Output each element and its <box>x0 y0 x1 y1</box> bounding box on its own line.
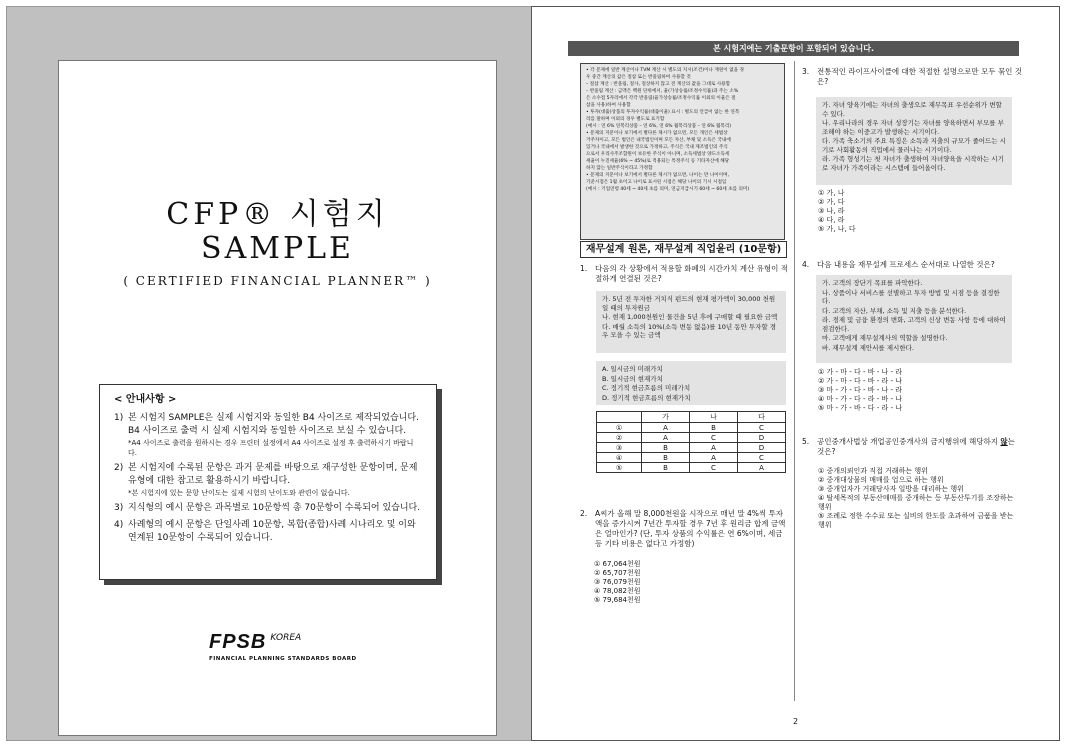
exam-page <box>531 6 1060 741</box>
table-cell: C <box>689 463 737 473</box>
statement-item: 나. 우리나라의 경우 자녀 성장기는 자녀를 양육하면서 부모를 부조해야 하는 이중고가 발생하는 시기이다. <box>822 119 1004 136</box>
answer-options <box>818 189 856 234</box>
table-row <box>597 463 786 473</box>
table-cell: C <box>689 433 737 443</box>
question-3 <box>802 67 1024 87</box>
table-cell: A <box>689 443 737 453</box>
question-2 <box>580 509 790 549</box>
question-number: 4. <box>802 260 810 269</box>
notice-item-note: *본 시험지에 있는 문항 난이도는 실제 시험의 난이도와 관련이 없습니다. <box>128 489 350 497</box>
table-cell: ① <box>597 423 642 433</box>
table-cell: C <box>737 453 785 463</box>
section-title: 재무설계 원론, 재무설계 직업윤리 (10문항) <box>580 241 787 258</box>
instructions-box <box>580 63 785 240</box>
instruction-line: 으로서 우리사주조합원이 보유한 주식이 아니며, 소득세법상 양도소득세 <box>586 152 730 157</box>
question-text: 공인중개사법상 개업공인중개사의 금지행위에 해당하지 <box>817 437 1001 446</box>
answer-option: ③ 나, 라 <box>818 207 845 215</box>
table-row <box>597 423 786 433</box>
answer-option: ③ 76,079천원 <box>594 578 641 586</box>
answer-option: ④ 탈세목적의 부동산매매를 중개하는 등 부동산투기를 조장하는 행위 <box>818 494 1014 511</box>
situation-item: 가. 5년 전 투자한 거치식 펀드의 현재 평가액이 30,000 천원일 때의 투자원금 <box>602 295 776 312</box>
logo-korea: KOREA <box>270 633 302 643</box>
type-item: A. 일시금의 미래가치 <box>602 365 663 373</box>
table-row <box>597 443 786 453</box>
instruction-line: • 투자(대출)상품의 투자수익률(대출이율) 표시 : 별도의 언급이 없는 한 연복 <box>586 110 740 115</box>
question-emphasis: 않 <box>1000 437 1008 446</box>
question-number: 3. <box>802 67 810 76</box>
table-cell: B <box>642 463 690 473</box>
question-text: A씨가 올해 말 8,000천원을 시작으로 매년 말 4%씩 투자액을 증가시켜 7년간 투자할 경우 7년 후 원리금 합계 금액은 얼마인가? (단, 투자 상품의 수익률은 연 6%이며, 세금 등 기타 비용은 없다고 가정함) <box>595 509 786 548</box>
answer-options <box>594 560 641 605</box>
column-divider <box>794 61 795 701</box>
instruction-line: (예시 : 기업연령 40세 ~ 40세 초를 의미, 연금지급시기 60세 ~ 60세 초를 의미) <box>586 187 750 192</box>
notice-item <box>114 462 422 498</box>
notice-item-number: 1) <box>114 413 124 423</box>
process-item: 나. 상품이나 서비스를 선별하고 투자 방법 및 시점 등을 결정한다. <box>822 288 1000 305</box>
situation-box <box>596 291 786 353</box>
question-1 <box>580 264 790 284</box>
table-cell: B <box>642 443 690 453</box>
instruction-line: 거주자이고, 모든 법인은 내국법인이며 모든 자산, 부채 및 소득은 국내에 <box>586 138 731 143</box>
answer-option: ② 가, 다 <box>818 198 845 206</box>
table-cell: ⑤ <box>597 463 642 473</box>
question-5 <box>802 437 1024 457</box>
answer-option: ④ 다, 라 <box>818 216 845 224</box>
question-number: 2. <box>580 509 588 518</box>
question-4 <box>802 260 1024 270</box>
answer-option: ② 65,707천원 <box>594 569 641 577</box>
question-text: 다음의 각 상황에서 적용할 화폐의 시간가치 계산 유형이 적절하게 연결된 것은? <box>595 264 788 283</box>
statement-box <box>816 97 1012 185</box>
table-cell: B <box>642 453 690 463</box>
answer-option: ⑤ 79,684천원 <box>594 596 641 604</box>
type-box <box>596 361 786 405</box>
table-cell: D <box>737 443 785 453</box>
situation-item: 다. 매월 소득의 10%(소득 변동 없음)를 10년 동안 투자할 경우 모을 수 있는 금액 <box>602 322 777 339</box>
logo-text: FPSB <box>209 631 267 653</box>
table-cell: A <box>689 453 737 463</box>
notice-item-number: 4) <box>114 520 124 530</box>
answer-option: ③ 중개업자가 거래당사자 일방을 대리하는 행위 <box>818 485 964 493</box>
table-cell: A <box>642 423 690 433</box>
notice-item <box>114 412 422 458</box>
question-text: 전통적인 라이프사이클에 대한 적절한 설명으로만 모두 묶인 것은? <box>817 67 1023 86</box>
logo-subtitle: FINANCIAL PLANNING STANDARDS BOARD <box>209 656 357 662</box>
instruction-line: (예시 : 연 6% 연복리상품 – 연 6%, 연 6% 월복리상품 – 연 6% 월복리) <box>586 124 732 129</box>
table-cell: B <box>689 423 737 433</box>
answer-option: ② 가 - 마 - 다 - 바 - 라 - 나 <box>818 377 902 385</box>
page-number: 2 <box>792 717 799 726</box>
question-number: 1. <box>580 264 588 273</box>
instruction-line: 하지 않는 일반주식이라고 가정함 <box>586 166 653 171</box>
cover-subtitle: ( CERTIFIED FINANCIAL PLANNER™ ) <box>123 274 432 288</box>
answer-option: ① 가, 나 <box>818 189 845 197</box>
table-row <box>597 453 786 463</box>
table-header-cell <box>597 412 642 423</box>
instruction-line: – 절삽 계산 : 반올림, 절사, 절상하지 않고 전 계산의 값을 그대로 사용함 <box>586 82 731 87</box>
answer-option: ① 중개의뢰인과 직접 거래하는 행위 <box>818 467 928 475</box>
notice-item <box>114 519 422 545</box>
instruction-line: 리를 말하며 이외의 경우 별도로 표기함 <box>586 117 665 122</box>
process-item: 가. 고객의 장단기 목표를 파악한다. <box>822 279 923 287</box>
answer-options <box>818 467 1018 530</box>
answer-option: ② 중개대상물의 매매를 업으로 하는 행위 <box>818 476 944 484</box>
table-header-cell: 가 <box>642 412 690 423</box>
table-cell: A <box>642 433 690 443</box>
answer-option: ③ 마 - 가 - 다 - 바 - 나 - 라 <box>818 386 902 394</box>
answer-option: ① 67,064천원 <box>594 560 641 568</box>
table-cell: ③ <box>597 443 642 453</box>
fpsb-logo <box>209 631 357 662</box>
process-item: 마. 고객에게 재무설계사의 역할을 설명한다. <box>822 334 948 342</box>
table-cell: D <box>737 433 785 443</box>
cover-title-sample: SAMPLE <box>201 231 354 266</box>
cover-title: CFP® 시험지 <box>166 197 389 232</box>
notice-box <box>99 384 437 580</box>
notice-item-text: 사례형의 예시 문항은 단일사례 10문항, 복합(종합)사례 시나리오 및 이와 연계된 10문항이 수록되어 있습니다. <box>128 520 416 543</box>
left-page-pane <box>6 6 533 741</box>
table-cell: C <box>737 423 785 433</box>
type-item: B. 일시금의 현재가치 <box>602 374 663 383</box>
process-item: 바. 재무설계 제안서를 제시한다. <box>822 343 914 352</box>
notice-item <box>114 502 422 515</box>
answer-options <box>818 368 902 413</box>
instruction-line: 기준시점은 1월 초이고 나이로 표시된 시점은 해당 나이의 기시 시점임 <box>586 180 727 185</box>
notice-item-note: *A4 사이즈로 출력을 원하시는 경우 프린터 설정에서 A4 사이즈로 설정 후 출력하시기 바랍니다. <box>128 439 414 457</box>
notice-item-text: 본 시험지 SAMPLE은 실제 시험지와 동일한 B4 사이즈로 제작되었습니다. B4 사이즈로 출력 시 실제 시험지와 동일한 사이즈로 보실 수 있습니다. <box>128 413 419 436</box>
notice-item-number: 3) <box>114 503 124 513</box>
table-cell: ② <box>597 433 642 443</box>
table-header-cell: 다 <box>737 412 785 423</box>
process-item: 다. 고객의 자산, 부채, 소득 및 지출 등을 분석한다. <box>822 306 967 315</box>
notice-item-text: 본 시험지에 수록된 문항은 과거 문제를 바탕으로 재구성한 문항이며, 문제 유형에 대한 참고로 활용하시기 바랍니다. <box>128 463 418 486</box>
instruction-line: 은 소수점 5자리에서 각각 반올림(율가상승률/조정수익률 이외의 이율은 절 <box>586 96 736 101</box>
statement-item: 라. 가족 형성기는 첫 자녀가 출생하여 자녀양육을 시작하는 시기로 자녀가 가족이라는 시스템에 들어올이다. <box>822 155 1004 172</box>
answer-option: ① 가 - 마 - 다 - 바 - 나 - 라 <box>818 368 902 376</box>
instruction-line: • 각 문제에 일반 계산이나 TVM 계산 시 별도의 지시(조건)이나 재원이 없을 경 <box>586 68 744 73</box>
instruction-line: 삽을 사용)하여 사용함 <box>586 103 631 108</box>
instruction-line: – 반올림 계산 : 금액은 백원 단위에서, 율(가상승률/조정수익률)과 주는 소% <box>586 89 739 94</box>
instruction-line: 우 중간 계산의 값은 절삽 또는 반올림하여 사용할 것 <box>586 75 691 80</box>
notice-item-text: 지식형의 예시 문항은 과목별로 10문항씩 총 70문항이 수록되어 있습니다. <box>128 503 421 513</box>
table-header-row <box>597 412 786 423</box>
notice-item-number: 2) <box>114 463 124 473</box>
table-cell: ④ <box>597 453 642 463</box>
situation-item: 나. 현재 1,000천원인 물건을 5년 후에 구매할 때 필요한 금액 <box>602 313 778 321</box>
page-banner: 본 시험지에는 기출문항이 포함되어 있습니다. <box>568 41 1019 56</box>
question-text: 다음 내용을 재무설계 프로세스 순서대로 나열한 것은? <box>817 260 995 269</box>
question-text-end: 는 것은? <box>817 437 1015 456</box>
statement-item: 가. 자녀 양육기에는 자녀의 출생으로 재무목표 우선순위가 변할 수 있다. <box>822 101 1002 118</box>
answer-option: ⑤ 가, 나, 다 <box>818 225 856 233</box>
type-item: C. 정기적 현금흐름의 미래가치 <box>602 384 691 392</box>
table-cell: A <box>737 463 785 473</box>
table-row <box>597 433 786 443</box>
instruction-line: 있거나 국내에서 발생한 것으로 가정하고, 주식은 국내 제조법인의 주식 <box>586 145 728 150</box>
statement-item: 다. 가족 축소기의 주요 특징은 소득과 지출의 규모가 줄어드는 시기로 사회활동의 직업에서 물러나는 시기이다. <box>822 137 1006 154</box>
table-header-cell: 나 <box>689 412 737 423</box>
cover-page <box>58 60 497 736</box>
notice-title: < 안내사항 > <box>114 394 177 405</box>
process-item: 라. 경제 및 금융 환경의 변화, 고객의 신상 변동 사항 등에 대하여 점검한다. <box>822 316 1006 333</box>
process-box <box>816 275 1012 363</box>
type-item: D. 정기적 현금흐름의 현재가치 <box>602 393 691 402</box>
answer-option: ④ 마 - 가 - 다 - 라 - 바 - 나 <box>818 395 902 403</box>
question-number: 5. <box>802 437 810 446</box>
instruction-line: • 문제의 지문이나 보기에서 별다른 제시가 없으면, 나이는 만 나이이며, <box>586 173 730 178</box>
instruction-line: 세율이 누진세율(6% ~ 45%)로 적용되는 특정주식 등 기타자산에 해당 <box>586 159 730 164</box>
answer-option: ⑤ 마 - 가 - 바 - 다 - 라 - 나 <box>818 404 902 412</box>
instruction-line: • 문제의 지문이나 보기에서 별다른 제시가 없으면, 모든 개인은 세법상 <box>586 131 728 136</box>
answer-table <box>596 411 786 473</box>
answer-option: ⑤ 조례로 정한 수수료 또는 실비의 한도를 초과하여 금품을 받는 행위 <box>818 512 1014 529</box>
answer-option: ④ 78,082천원 <box>594 587 641 595</box>
